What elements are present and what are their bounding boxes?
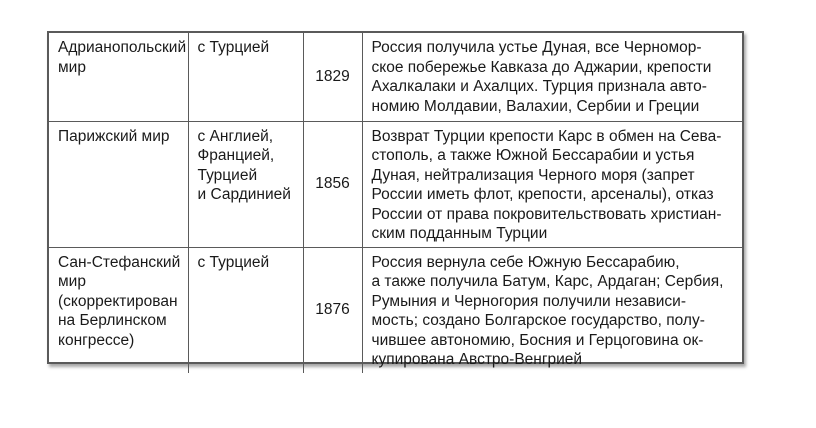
party-cell — [188, 247, 303, 373]
treaty-terms: Возврат Турции крепости Карс в обмен на Сева- стополь, а также Южной Бессарабии и устья Дуная, нейтрализация Черного моря (запрет России иметь флот, крепости, арсеналы), отказ России от права покровительствовать христиан- ским подданным Турции — [371, 127, 722, 242]
party-cell — [188, 33, 303, 121]
terms-cell — [362, 247, 742, 373]
treaty-party: с Турцией — [197, 39, 270, 56]
treaty-terms: Россия получила устье Дуная, все Черномор- ское побережье Кавказа до Аджарии, крепости Ахалкалаки и Ахалцих. Турция признала авто- номию Молдавии, Валахии, Сербии и Греции — [371, 39, 712, 115]
treaties-table — [47, 31, 744, 368]
treaty-name: Сан-Стефанский мир (скорректирован на Берлинском конгрессе) — [58, 253, 181, 349]
treaty-year: 1829 — [315, 68, 350, 85]
treaty-name: Парижский мир — [58, 127, 170, 145]
treaties-table-grid — [49, 33, 742, 373]
party-cell — [188, 121, 303, 247]
treaty-terms: Россия вернула себе Южную Бессарабию, а также получила Батум, Карс, Ардаган; Сербия, Румыния и Черногория получили независи- мость; создано Болгарское государство, полу- чившее автономию, Босния и Герцоговина ок- купирована Австро-Венгрией — [371, 253, 724, 368]
year-cell — [303, 247, 362, 373]
year-cell — [303, 121, 362, 247]
table-row — [49, 121, 742, 247]
terms-cell — [362, 33, 742, 121]
treaty-name-cell — [49, 121, 188, 247]
table-row — [49, 33, 742, 121]
year-cell — [303, 33, 362, 121]
terms-cell — [362, 121, 742, 247]
treaty-year: 1876 — [315, 301, 350, 319]
treaty-name-cell — [49, 247, 188, 373]
treaty-year: 1856 — [315, 175, 350, 193]
treaty-party: с Турцией — [197, 253, 270, 271]
treaty-name-cell — [49, 33, 188, 121]
table-row — [49, 247, 742, 373]
treaty-party: с Англией, Францией, Турцией и Сардинией — [197, 127, 291, 203]
treaty-name: Адрианопольский мир — [58, 39, 187, 76]
